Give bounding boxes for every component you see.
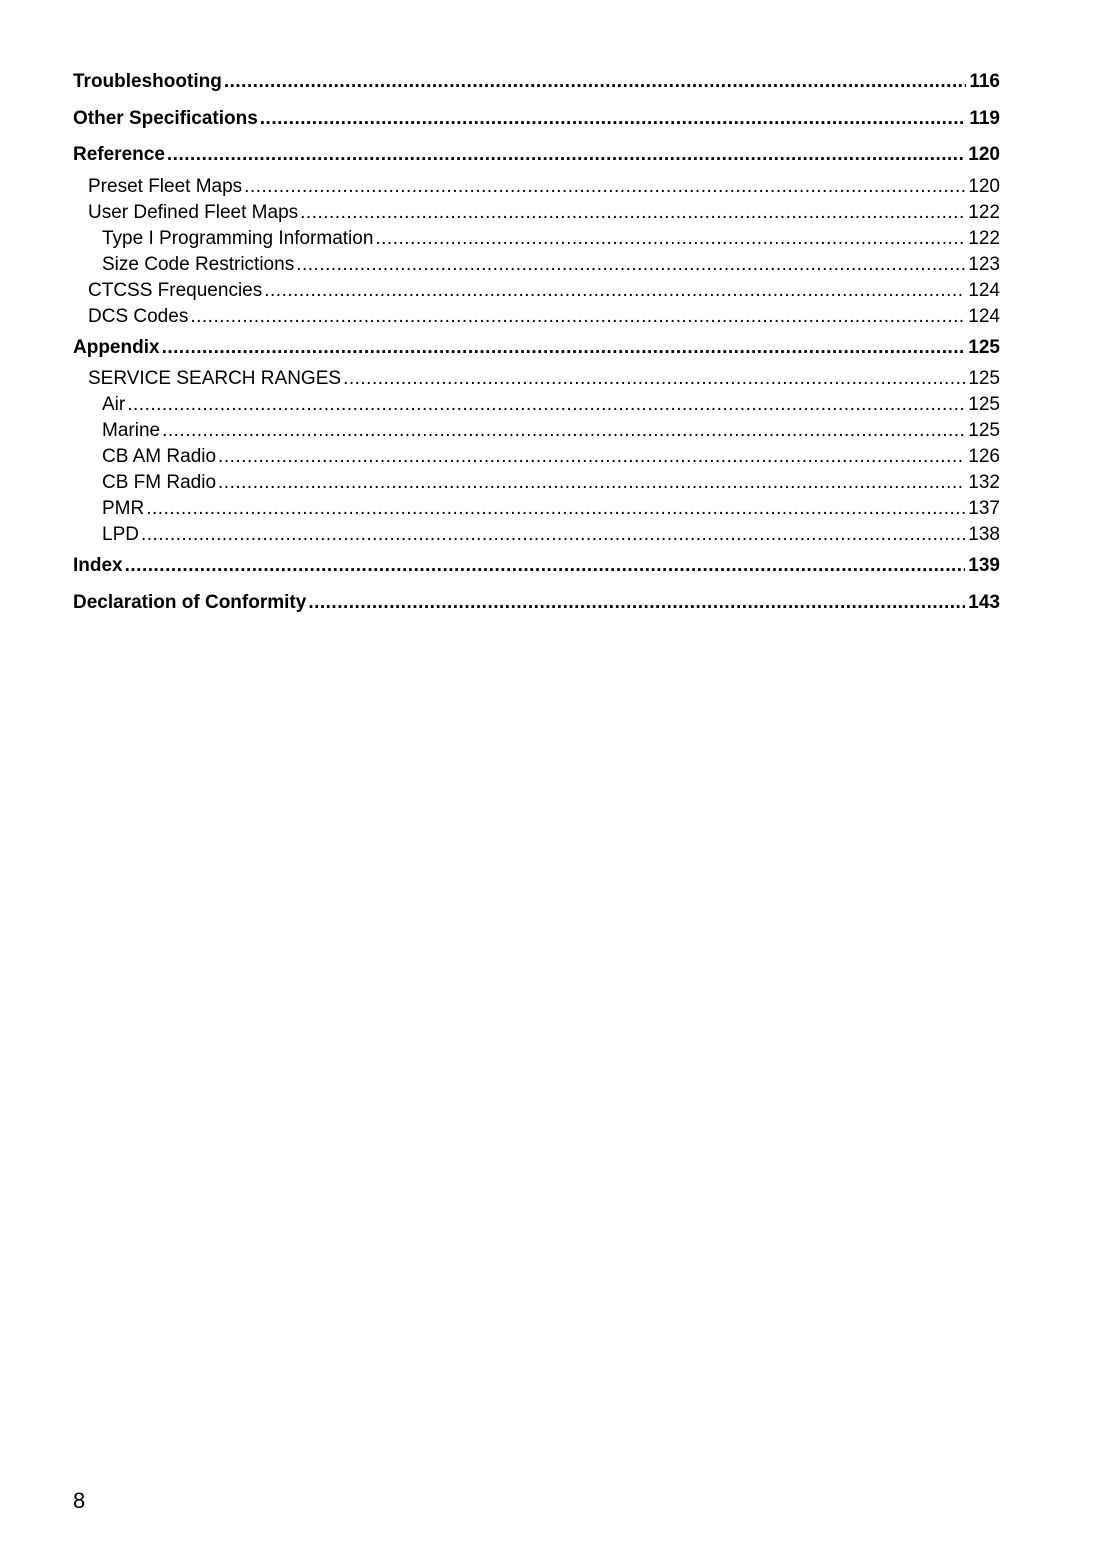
toc-entry-page: 132 bbox=[968, 472, 1000, 493]
toc-entry-index[interactable] bbox=[73, 548, 1000, 585]
toc-dot-leader bbox=[141, 522, 965, 548]
toc-entry-title: Marine bbox=[102, 420, 161, 441]
toc-entry-title: Air bbox=[102, 394, 126, 415]
toc-dot-leader bbox=[146, 496, 965, 522]
toc-entry-marine[interactable] bbox=[73, 418, 1000, 444]
toc-entry-title: Reference bbox=[73, 144, 165, 165]
toc-dot-leader bbox=[260, 101, 967, 138]
toc-entry-page: 123 bbox=[968, 253, 1000, 275]
toc-entry-type-i-programming-information[interactable] bbox=[73, 226, 1000, 252]
toc-entry-title: DCS Codes bbox=[88, 305, 189, 327]
toc-entry-preset-fleet-maps[interactable] bbox=[73, 174, 1000, 200]
table-of-contents bbox=[73, 64, 1000, 621]
toc-dot-leader bbox=[127, 392, 965, 418]
toc-entry-title: Other Specifications bbox=[73, 107, 258, 129]
toc-dot-leader bbox=[218, 444, 965, 470]
toc-entry-cb-fm-radio[interactable] bbox=[73, 470, 1000, 496]
toc-entry-page: 143 bbox=[968, 591, 1000, 613]
toc-entry-title: Type I Programming Information bbox=[102, 227, 374, 249]
toc-entry-title: Troubleshooting bbox=[73, 71, 222, 92]
toc-dot-leader bbox=[167, 137, 965, 174]
toc-entry-ctcss-frequencies[interactable] bbox=[73, 278, 1000, 304]
toc-entry-title: User Defined Fleet Maps bbox=[88, 201, 299, 223]
toc-entry-user-defined-fleet-maps[interactable] bbox=[73, 200, 1000, 226]
toc-entry-appendix[interactable] bbox=[73, 330, 1000, 367]
toc-entry-air[interactable] bbox=[73, 392, 1000, 418]
toc-dot-leader bbox=[296, 252, 965, 278]
toc-dot-leader bbox=[224, 64, 967, 101]
toc-entry-page: 124 bbox=[968, 305, 1000, 327]
toc-dot-leader bbox=[162, 330, 966, 367]
toc-entry-service-search-ranges[interactable] bbox=[73, 366, 1000, 392]
toc-entry-page: 122 bbox=[968, 227, 1000, 249]
toc-entry-page: 125 bbox=[968, 336, 1000, 358]
toc-dot-leader bbox=[190, 304, 965, 330]
toc-entry-reference[interactable] bbox=[73, 137, 1000, 174]
toc-entry-other-specifications[interactable] bbox=[73, 101, 1000, 138]
toc-entry-page: 122 bbox=[968, 201, 1000, 223]
toc-entry-page: 125 bbox=[968, 420, 1000, 441]
toc-dot-leader bbox=[375, 226, 965, 252]
toc-entry-page: 125 bbox=[968, 368, 1000, 389]
toc-entry-page: 125 bbox=[968, 394, 1000, 415]
toc-entry-lpd[interactable] bbox=[73, 522, 1000, 548]
toc-dot-leader bbox=[343, 366, 965, 392]
toc-entry-page: 126 bbox=[968, 446, 1000, 467]
toc-entry-title: LPD bbox=[102, 524, 139, 545]
toc-entry-page: 139 bbox=[968, 555, 1000, 576]
toc-entry-page: 137 bbox=[968, 498, 1000, 519]
toc-dot-leader bbox=[244, 174, 965, 200]
toc-entry-declaration-of-conformity[interactable] bbox=[73, 585, 1000, 622]
toc-dot-leader bbox=[308, 585, 965, 622]
toc-entry-dcs-codes[interactable] bbox=[73, 304, 1000, 330]
toc-entry-title: CB AM Radio bbox=[102, 446, 217, 467]
toc-entry-page: 116 bbox=[969, 71, 1000, 92]
page-number: 8 bbox=[73, 1488, 86, 1513]
toc-dot-leader bbox=[264, 278, 965, 304]
toc-entry-title: Index bbox=[73, 555, 123, 576]
toc-entry-troubleshooting[interactable] bbox=[73, 64, 1000, 101]
toc-entry-page: 138 bbox=[968, 524, 1000, 545]
toc-entry-page: 120 bbox=[968, 175, 1000, 197]
toc-entry-title: Size Code Restrictions bbox=[102, 253, 295, 275]
toc-dot-leader bbox=[218, 470, 965, 496]
toc-dot-leader bbox=[300, 200, 965, 226]
toc-entry-title: PMR bbox=[102, 498, 145, 519]
toc-entry-title: SERVICE SEARCH RANGES bbox=[88, 368, 342, 389]
toc-entry-title: CB FM Radio bbox=[102, 472, 217, 493]
toc-entry-pmr[interactable] bbox=[73, 496, 1000, 522]
toc-entry-page: 120 bbox=[968, 144, 1000, 165]
toc-dot-leader bbox=[162, 418, 965, 444]
toc-entry-size-code-restrictions[interactable] bbox=[73, 252, 1000, 278]
toc-entry-title: CTCSS Frequencies bbox=[88, 279, 263, 301]
toc-entry-page: 119 bbox=[969, 107, 1000, 129]
toc-entry-title: Declaration of Conformity bbox=[73, 591, 307, 613]
toc-entry-cb-am-radio[interactable] bbox=[73, 444, 1000, 470]
toc-dot-leader bbox=[125, 548, 966, 585]
toc-entry-title: Preset Fleet Maps bbox=[88, 175, 243, 197]
toc-entry-title: Appendix bbox=[73, 336, 160, 358]
toc-entry-page: 124 bbox=[968, 279, 1000, 301]
